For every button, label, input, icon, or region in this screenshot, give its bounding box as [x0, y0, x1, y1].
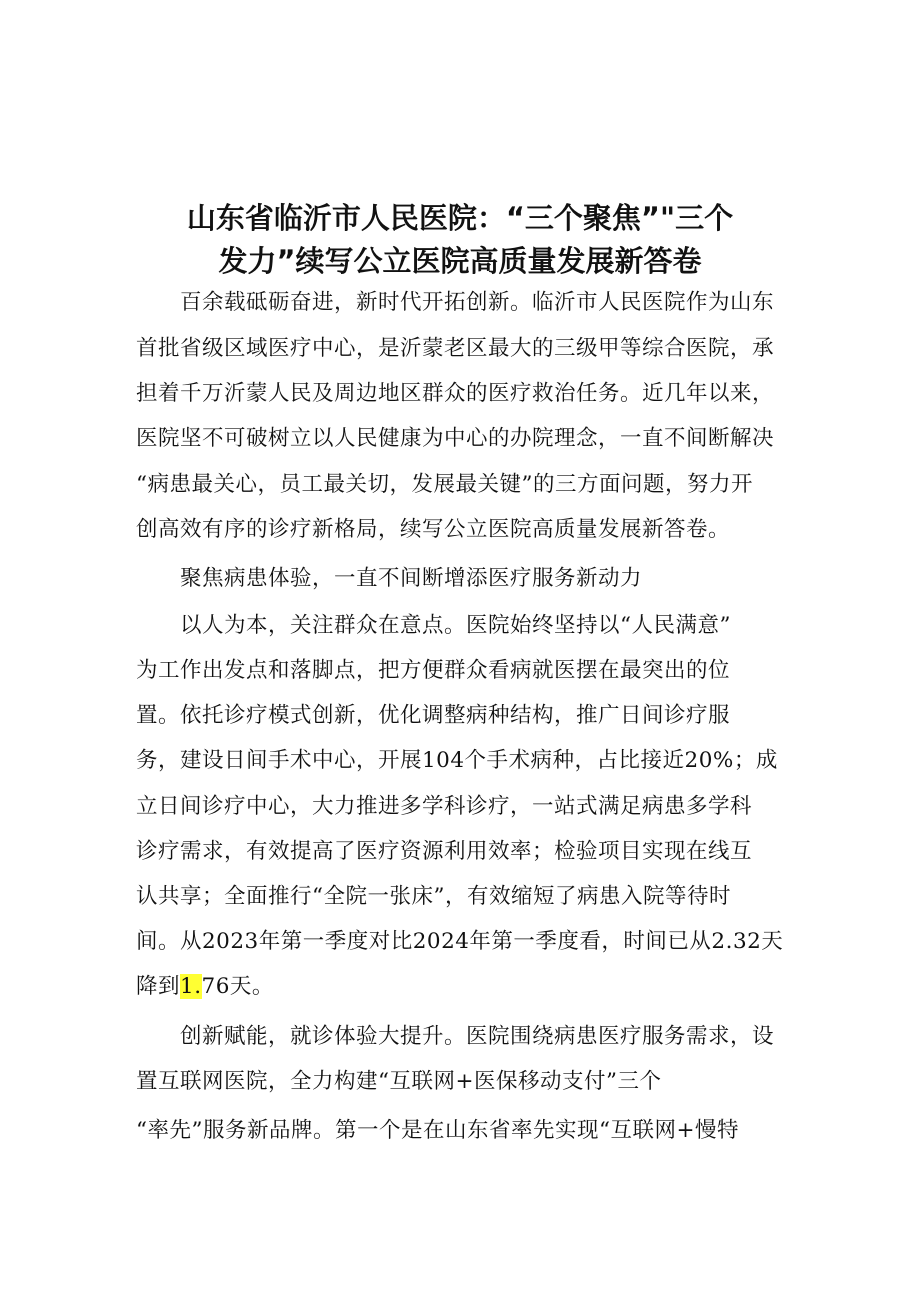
- body-line: 为工作出发点和落脚点，把方便群众看病就医摆在最突出的位: [136, 658, 731, 683]
- body-line: 间。从2023年第一季度对比2024年第一季度看，时间已从2.32天: [136, 929, 784, 954]
- section-heading: 聚焦病患体验，一直不间断增添医疗服务新动力: [180, 566, 643, 591]
- body-line: “率先”服务新品牌。第一个是在山东省率先实现“互联网+慢特: [136, 1118, 739, 1143]
- text-segment: 降到: [136, 974, 181, 999]
- body-line: 诊疗需求，有效提高了医疗资源利用效率；检验项目实现在线互: [136, 839, 753, 864]
- body-line: 首批省级区域医疗中心，是沂蒙老区最大的三级甲等综合医院，承: [136, 336, 775, 361]
- highlighted-text: 1.: [180, 974, 202, 999]
- body-line: 置互联网医院，全力构建“互联网+医保移动支付”三个: [136, 1069, 662, 1094]
- document-title-line-2: 发力”续写公立医院高质量发展新答卷: [218, 244, 702, 278]
- body-line: “病患最关心，员工最关切，发展最关键”的三方面问题，努力开: [136, 472, 753, 497]
- body-line: 创高效有序的诊疗新格局，续写公立医院高质量发展新答卷。: [136, 517, 731, 542]
- body-line: 百余载砥砺奋进，新时代开拓创新。临沂市人民医院作为山东: [180, 290, 775, 315]
- body-line: 置。依托诊疗模式创新，优化调整病种结构，推广日间诊疗服: [136, 703, 731, 728]
- body-line: 以人为本，关注群众在意点。医院始终坚持以“人民满意”: [180, 613, 731, 638]
- document-title-line-1: 山东省临沂市人民医院：“三个聚焦”"三个: [186, 201, 734, 235]
- body-line: 担着千万沂蒙人民及周边地区群众的医疗救治任务。近几年以来，: [136, 381, 775, 406]
- body-line-with-highlight: [136, 972, 274, 1002]
- body-line: 务，建设日间手术中心，开展104个手术病种，占比接近20%；成: [136, 748, 778, 773]
- text-segment: 76天。: [201, 974, 274, 999]
- body-line: 立日间诊疗中心，大力推进多学科诊疗，一站式满足病患多学科: [136, 794, 753, 819]
- body-line: 创新赋能，就诊体验大提升。医院围绕病患医疗服务需求，设: [180, 1024, 775, 1049]
- body-line: 认共享；全面推行“全院一张床”，有效缩短了病患入院等待时: [136, 884, 731, 909]
- body-line: 医院坚不可破树立以人民健康为中心的办院理念，一直不间断解决: [136, 426, 775, 451]
